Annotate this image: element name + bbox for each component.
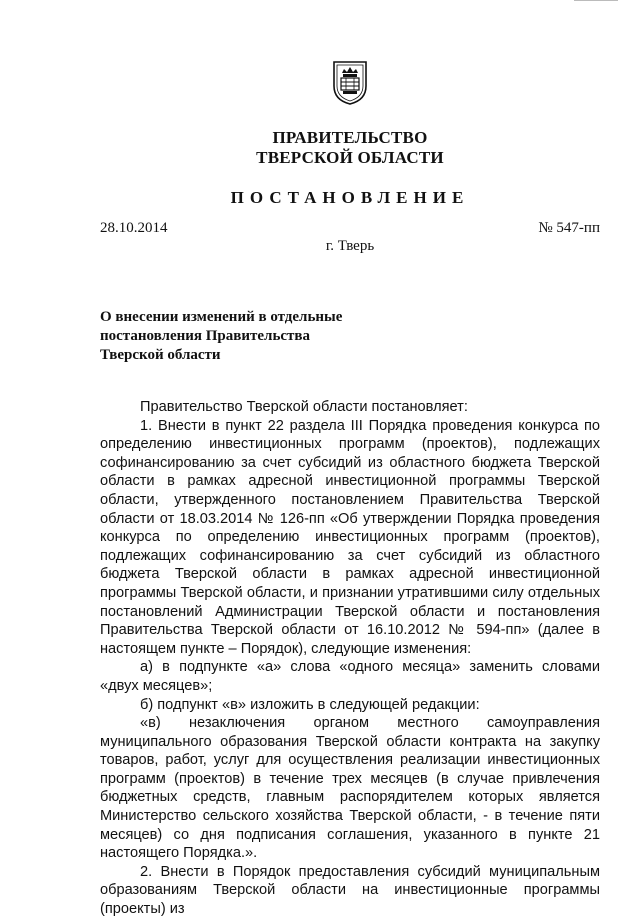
document-body <box>100 398 600 919</box>
body-paragraph: б) подпункт «в» изложить в следующей редакции: <box>140 696 480 713</box>
document-city: г. Тверь <box>325 238 375 254</box>
tver-coat-of-arms-icon <box>331 58 369 106</box>
corner-mark <box>574 0 618 3</box>
org-name-line2: ТВЕРСКОЙ ОБЛАСТИ <box>256 148 444 167</box>
org-name-line1: ПРАВИТЕЛЬСТВО <box>272 128 428 147</box>
document-type: ПОСТАНОВЛЕНИЕ <box>230 188 470 207</box>
body-paragraph: 2. Внести в Порядок предоставления субсидий муниципальным образованиям Тверской области на инвестиционные программы (проекты) из <box>100 863 600 918</box>
body-paragraph: «в) незаключения органом местного самоуправления муниципального образования Тверской области контракта на закупку товаров, работ, услуг для осуществления реализации инвестиционных программ (проектов) в течение трех месяцев (в случае привлечения бюджетных средств, главным распорядителем которых является Министерство сельского хозяйства Тверской области, - в течение пяти месяцев) со дня подписания соглашения, указанного в пункте 21 настоящего Порядка.». <box>100 715 600 862</box>
body-paragraph: Правительство Тверской области постановляет: <box>140 399 468 415</box>
document-title <box>100 308 400 365</box>
body-paragraph: 1. Внести в пункт 22 раздела III Порядка проведения конкурса по определению инвестиционных программ (проектов), подлежащих софинансированию за счет субсидий из областного бюджета Тверской области в рамках адресной инвестиционной программы Тверской области, утвержденного постановлением Правительства Тверской области от 18.03.2014 № 126-пп «Об утверждении Порядка проведения конкурса по определению инвестиционных программ (проектов), подлежащих софинансированию за счет субсидий из областного бюджета Тверской области в рамках адресной инвестиционной программы Тверской области, и признании утратившими силу отдельных постановлений Администрации Тверской области и постановления Правительства Тверской области от 16.10.2012 № 594-пп» (далее в настоящем пункте – Порядок), следующие изменения: <box>100 417 600 657</box>
document-title-line: О внесении изменений в отдельные <box>100 309 343 325</box>
body-paragraph: а) в подпункте «а» слова «одного месяца» заменить словами «двух месяцев»; <box>100 659 600 694</box>
document-title-line: Тверской области <box>100 347 221 363</box>
document-title-line: постановления Правительства <box>100 328 310 344</box>
document-date: 28.10.2014 <box>100 220 168 236</box>
document-number: № 547-пп <box>538 220 600 236</box>
